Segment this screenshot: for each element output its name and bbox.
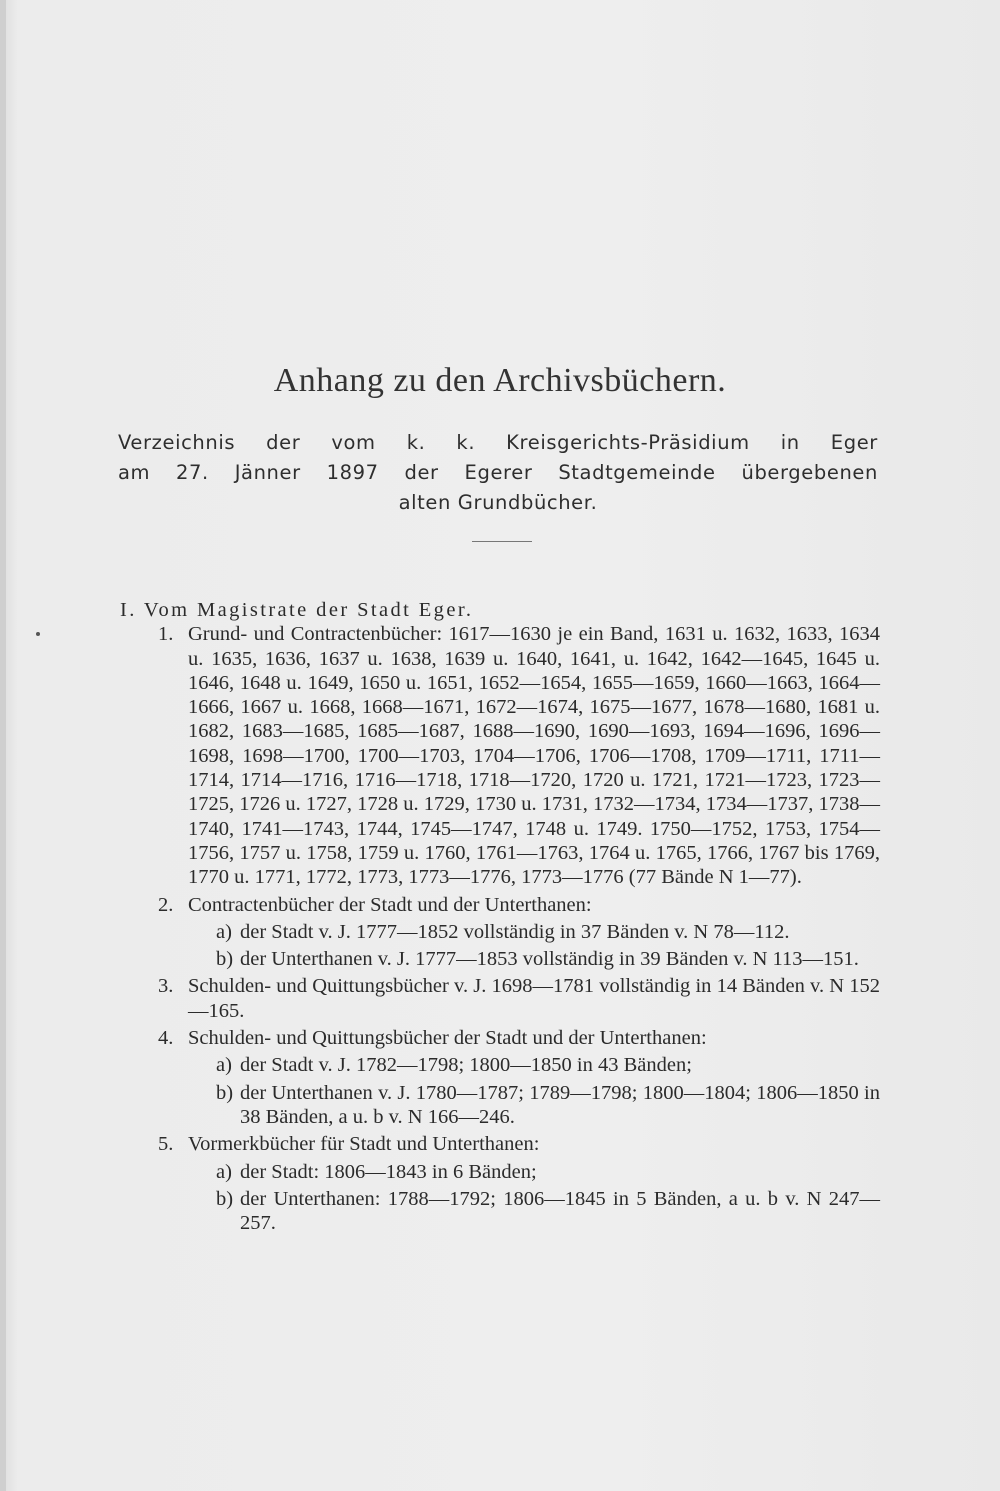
binding-edge [0,0,6,1491]
item-text: Vormerkbücher für Stadt und Unterthanen: [188,1133,540,1156]
item-text: Schulden- und Quittungsbücher der Stadt und der Unterthanen: [188,1027,707,1050]
subtitle-word: k. [456,431,476,454]
sub-item-text: der Stadt v. J. 1782—1798; 1800—1850 in 43 Bänden; [240,1054,692,1077]
sub-item-letter: b) [216,1187,234,1210]
item-text: Grund- und Contractenbücher: 1617—1630 je ein Band, 1631 u. 1632, 1633, 1634 u. 1635, 1636, 1637 u. 1638, 1639 u. 1640, 1641, u. 1642, 1642—1645, 1645 u. 1646, 1648 u. 1649, 1650 u. 1651, 1652—1654, 1655—1659, 1660—1663, 1664—1666, 1667 u. 1668, 1668—1671, 1672—1674, 1675—1677, 1678—1680, 1681 u. 1682, 1683—1685, 1685—1687, 1688—1690, 1690—1693, 1694—1696, 1696—1698, 1698—1700, 1700—1703, 1704—1706, 1706—1708, 1709—1711, 1711—1714, 1714—1716, 1716—1718, 1718—1720, 1720 u. 1721, 1721—1723, 1723—1725, 1726 u. 1727, 1728 u. 1729, 1730 u. 1731, 1732—1734, 1734—1737, 1738—1740, 1741—1743, 1744, 1745—1747, 1748 u. 1749. 1750—1752, 1753, 1754—1756, 1757 u. 1758, 1759 u. 1760, 1761—1763, 1764 u. 1765, 1766, 1767 bis 1769, 1770 u. 1771, 1772, 1773, 1773—1776, 1773—1776 (77 Bände N 1—77). [188,623,880,889]
subtitle-word: Stadtgemeinde [558,461,716,484]
subtitle-word: k. [406,431,426,454]
subtitle-word: in [780,431,800,454]
sub-item-letter: a) [216,920,232,943]
sub-item-a [188,920,880,944]
sub-item-text: der Unterthanen v. J. 1777—1853 vollständig in 39 Bänden v. N 113—151. [240,948,859,971]
subtitle-word: Verzeichnis [118,431,236,454]
page-heading: Anhang zu den Archivsbüchern. [273,362,727,399]
sub-item-a [188,1053,880,1077]
sub-item-text: der Stadt v. J. 1777—1852 vollständig in 37 Bänden v. N 78—112. [240,920,790,943]
list-item-5 [120,1132,880,1235]
sub-item-b [188,1187,880,1236]
subtitle [118,428,878,518]
item-text: Schulden- und Quittungsbücher v. J. 1698—1781 vollständig in 14 Bänden v. N 152—165. [188,975,880,1022]
section-title: I. Vom Magistrate der Stadt Eger. [120,599,474,621]
subtitle-word: Kreisgerichts-Präsidium [506,431,750,454]
document-body [120,598,880,1235]
sub-item-letter: b) [216,1081,234,1104]
subtitle-word: der [404,461,439,484]
sub-item-a [188,1160,880,1184]
sub-item-b [188,947,880,971]
item-number: 1. [158,623,174,646]
list-item-4 [120,1026,880,1129]
sub-item-b [188,1081,880,1130]
sub-item-text: der Stadt: 1806—1843 in 6 Bänden; [240,1160,537,1183]
sub-item-letter: b) [216,948,234,971]
subtitle-word: Egerer [464,461,533,484]
sub-item-text: der Unterthanen v. J. 1780—1787; 1789—1798; 1800—1804; 1806—1850 in 38 Bänden, a u. b v. N 166—246. [240,1081,880,1128]
list-item-2 [120,893,880,972]
sub-item-letter: a) [216,1160,232,1183]
sub-item-letter: a) [216,1054,232,1077]
subtitle-word: alten Grundbücher. [398,491,598,514]
item-number: 5. [158,1133,174,1156]
list-item-1 [120,622,880,889]
subtitle-word: am [118,461,151,484]
sub-item-text: der Unterthanen: 1788—1792; 1806—1845 in 5 Bänden, a u. b v. N 247—257. [240,1187,880,1235]
separator-rule [472,541,532,542]
subtitle-word: vom [331,431,376,454]
subtitle-line-1 [118,428,878,458]
subtitle-word: übergebenen [741,461,878,484]
subtitle-word: 1897 [326,461,379,484]
item-number: 2. [158,893,174,916]
subtitle-line-2 [118,458,878,488]
subtitle-word: der [266,431,301,454]
subtitle-word: Jänner [234,461,301,484]
subtitle-word: Eger [830,431,878,454]
subtitle-word: 27. [176,461,209,484]
item-number: 3. [158,975,174,998]
print-speck [36,632,40,636]
item-number: 4. [158,1027,174,1050]
subtitle-line-3 [118,488,878,518]
item-text: Contractenbücher der Stadt und der Unterthanen: [188,893,592,916]
list-item-3 [120,974,880,1023]
